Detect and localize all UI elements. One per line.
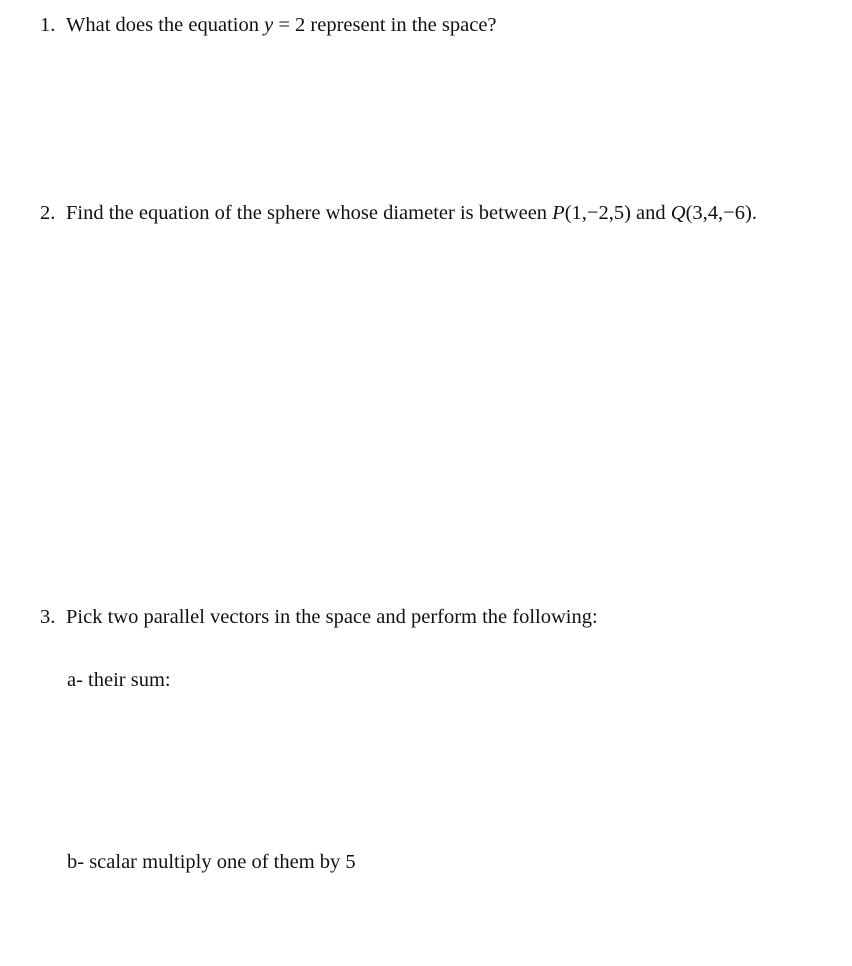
question-1-math-equals: = 2 xyxy=(273,14,306,36)
question-3 xyxy=(40,605,598,629)
question-1-text-before: What does the equation xyxy=(66,14,265,36)
question-2-point-p-coords: (1,−2,5) xyxy=(564,202,631,224)
question-1-number: 1. xyxy=(40,14,56,36)
question-2-number: 2. xyxy=(40,202,56,224)
question-3-part-a xyxy=(67,668,171,692)
question-3-part-a-label: a- their sum: xyxy=(67,669,171,691)
question-2-point-q-name: Q xyxy=(670,202,686,224)
question-3-text: Pick two parallel vectors in the space and perform the following: xyxy=(66,606,598,628)
question-2 xyxy=(40,201,757,225)
question-2-point-q-coords: (3,4,−6) xyxy=(685,202,752,224)
question-2-text-before: Find the equation of the sphere whose diameter is between xyxy=(66,202,553,224)
question-3-number: 3. xyxy=(40,606,56,628)
question-1 xyxy=(40,13,497,37)
question-3-part-b-label: b- scalar multiply one of them by 5 xyxy=(67,851,356,873)
question-2-connector: and xyxy=(630,202,671,224)
question-1-math-variable: y xyxy=(264,14,274,36)
question-2-point-p-name: P xyxy=(552,202,565,224)
question-1-text-after: represent in the space? xyxy=(305,14,497,36)
question-2-text-after: . xyxy=(751,202,757,224)
question-3-part-b xyxy=(67,850,356,874)
